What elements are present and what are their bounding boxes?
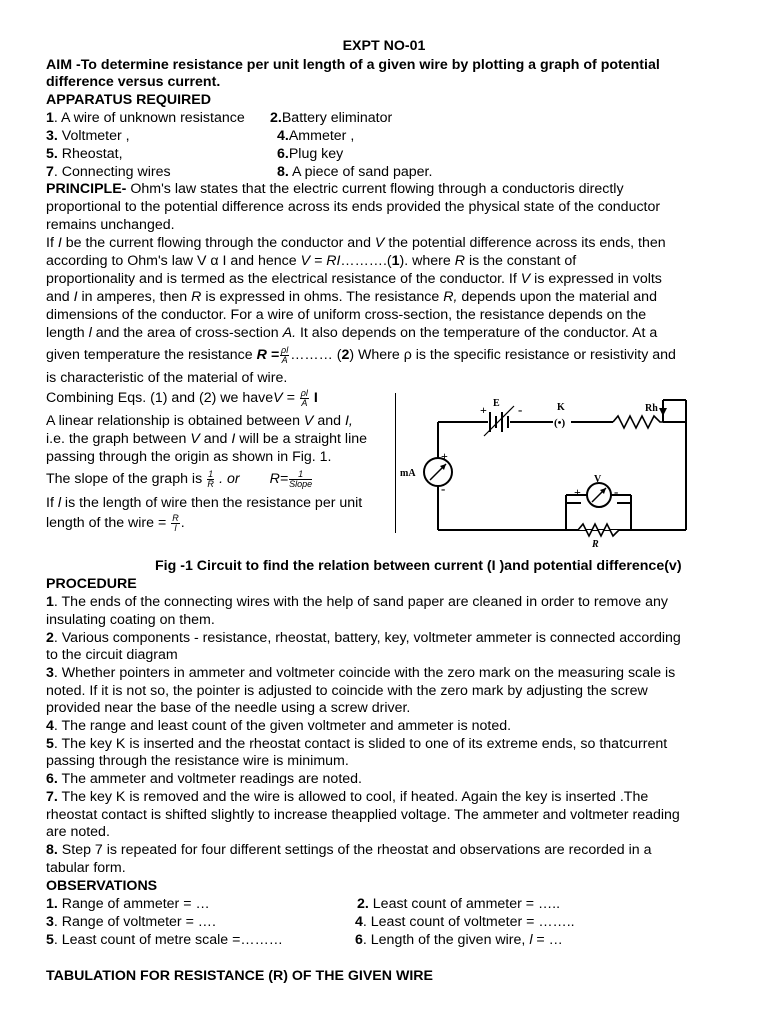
procedure-step-2: 2. Various components - resistance, rheostat, battery, key, voltmeter ammeter is connected according: [46, 630, 681, 646]
apparatus-item-1: 1. A wire of unknown resistance: [46, 110, 245, 126]
procedure-step-3-cont-2: provided near the base of the needle using a screw driver.: [46, 700, 411, 716]
figure-caption: Fig -1 Circuit to find the relation between current (I )and potential difference(v): [155, 558, 682, 574]
combined-fraction: $\frac{\rho l}{A}$: [300, 387, 308, 408]
observation-5: 5. Least count of metre scale =………: [46, 932, 283, 948]
per-length-fraction: $\frac{R}{l}$: [172, 512, 179, 533]
battery-plus-label: +: [480, 403, 487, 417]
voltmeter-minus-label: -: [614, 484, 619, 499]
r-slope-fraction: $\frac{1}{\text{Slope}}$: [289, 468, 313, 489]
procedure-step-5: 5. The key K is inserted and the rheostat contact is slided to one of its extreme ends, so thatcurrent: [46, 736, 668, 752]
observation-4: 4. Least count of voltmeter = ……..: [355, 914, 575, 930]
procedure-step-8: 8. Step 7 is repeated for four different settings of the rheostat and observations are recorded in a: [46, 842, 652, 858]
procedure-step-7-cont-1: rheostat contact is shifted slightly to increase theapplied voltage. The ammeter and voltmeter reading: [46, 807, 680, 823]
ammeter-minus-label: -: [441, 481, 446, 496]
principle-line-16: The slope of the graph is $\frac{1}{R}$ . or R= $\frac{1}{\text{Slope}}$: [46, 468, 313, 489]
principle-line-17: If l is the length of wire then the resistance per unit: [46, 495, 363, 511]
procedure-step-7-cont-2: are noted.: [46, 824, 110, 840]
aim-line-2: difference versus current.: [46, 74, 221, 90]
procedure-step-1-cont: insulating coating on them.: [46, 612, 215, 628]
principle-line-2: proportional to the potential difference across its ends provided the physical state of the conductor: [46, 199, 661, 215]
principle-line-11: is characteristic of the material of wire.: [46, 370, 288, 386]
apparatus-heading: APPARATUS REQUIRED: [46, 92, 212, 108]
principle-line-5: according to Ohm's law V α I and hence V = RI……….(1). where R is the constant of: [46, 253, 577, 269]
voltmeter-label: V: [594, 474, 602, 485]
procedure-step-5-cont: passing through the resistance wire is minimum.: [46, 753, 349, 769]
battery-label: E: [493, 398, 500, 409]
principle-line-12: Combining Eqs. (1) and (2) we haveV = $\frac{\rho l}{A}$ I: [46, 387, 318, 408]
observation-6: 6. Length of the given wire, l = …: [355, 932, 563, 948]
principle-line-9: length l and the area of cross-section A. It also depends on the temperature of the conductor. At a: [46, 325, 658, 341]
apparatus-item-2: 2.Battery eliminator: [270, 110, 393, 126]
principle-line-8: dimensions of the conductor. For a wire of uniform cross-section, the resistance depends on the: [46, 307, 647, 323]
key-symbol: [554, 417, 566, 429]
apparatus-item-5: 5. Rheostat,: [46, 146, 123, 162]
key-symbol-label: (•): [554, 417, 566, 429]
procedure-step-3-cont-1: noted. If it is not so, the pointer is adjusted to coincide with the zero mark by adjusting the screw: [46, 683, 648, 699]
battery-minus-label: -: [518, 402, 523, 417]
observation-3: 3. Range of voltmeter = ….: [46, 914, 216, 930]
principle-line-13: A linear relationship is obtained between V and I,: [46, 413, 353, 429]
procedure-step-7: 7. The key K is removed and the wire is allowed to cool, if heated. Again the key is inserted .The: [46, 789, 649, 805]
principle-line-15: passing through the origin as shown in Fig. 1.: [46, 449, 332, 465]
resistance-fraction: $\frac{\rho l}{A}$: [281, 344, 289, 365]
voltmeter-plus-label: +: [574, 485, 581, 499]
page-title: EXPT NO-01: [342, 38, 426, 54]
slope-fraction: $\frac{1}{R}$: [207, 468, 214, 489]
principle-line-7: and I in amperes, then R is expressed in ohms. The resistance R, depends upon the material and: [46, 289, 657, 305]
tabulation-heading: TABULATION FOR RESISTANCE (R) OF THE GIVEN WIRE: [46, 968, 433, 984]
principle-line-18: length of the wire = $\frac{R}{l}$ .: [46, 512, 185, 533]
principle-line-6: proportionality and is termed as the electrical resistance of the conductor. If V is expressed in volts: [46, 271, 662, 287]
apparatus-item-8: 8. A piece of sand paper.: [277, 164, 433, 180]
rheostat-symbol: [613, 416, 663, 428]
key-label: K: [557, 402, 565, 413]
principle-line-4: If I be the current flowing through the conductor and V the potential difference across its ends, then: [46, 235, 666, 251]
principle-line-10: given temperature the resistance R = $\frac{\rho l}{A}$ ……… (2) Where ρ is the specific resistance or resistivity and: [46, 344, 676, 365]
principle-line-1: PRINCIPLE- Ohm's law states that the electric current flowing through a conductoris directly: [46, 181, 624, 197]
procedure-step-8-cont: tabular form.: [46, 860, 126, 876]
battery-symbol: [484, 406, 514, 436]
principle-line-14: i.e. the graph between V and I will be a straight line: [46, 431, 368, 447]
divider-line: [395, 393, 396, 533]
resistor-label: R: [592, 539, 599, 550]
ammeter-plus-label: +: [441, 449, 448, 463]
procedure-step-2-cont: to the circuit diagram: [46, 647, 178, 663]
circuit-diagram: [398, 388, 698, 550]
procedure-step-1: 1. The ends of the connecting wires with the help of sand paper are cleaned in order to remove any: [46, 594, 669, 610]
observation-2: 2. Least count of ammeter = …..: [357, 896, 561, 912]
apparatus-item-7: 7. Connecting wires: [46, 164, 171, 180]
rheostat-label: Rh: [645, 403, 658, 414]
principle-line-3: remains unchanged.: [46, 217, 175, 233]
procedure-step-3: 3. Whether pointers in ammeter and voltmeter coincide with the zero mark on the measuring scale is: [46, 665, 676, 681]
observations-heading: OBSERVATIONS: [46, 878, 158, 894]
procedure-step-6: 6. The ammeter and voltmeter readings are noted.: [46, 771, 362, 787]
apparatus-item-6: 6.Plug key: [277, 146, 344, 162]
ammeter-label: mA: [400, 468, 416, 479]
procedure-heading: PROCEDURE: [46, 576, 137, 592]
apparatus-item-3: 3. Voltmeter ,: [46, 128, 130, 144]
apparatus-item-4: 4.Ammeter ,: [277, 128, 355, 144]
observation-1: 1. Range of ammeter = …: [46, 896, 210, 912]
aim-line-1: AIM -To determine resistance per unit length of a given wire by plotting a graph of potential: [46, 57, 660, 73]
procedure-step-4: 4. The range and least count of the given voltmeter and ammeter is noted.: [46, 718, 512, 734]
